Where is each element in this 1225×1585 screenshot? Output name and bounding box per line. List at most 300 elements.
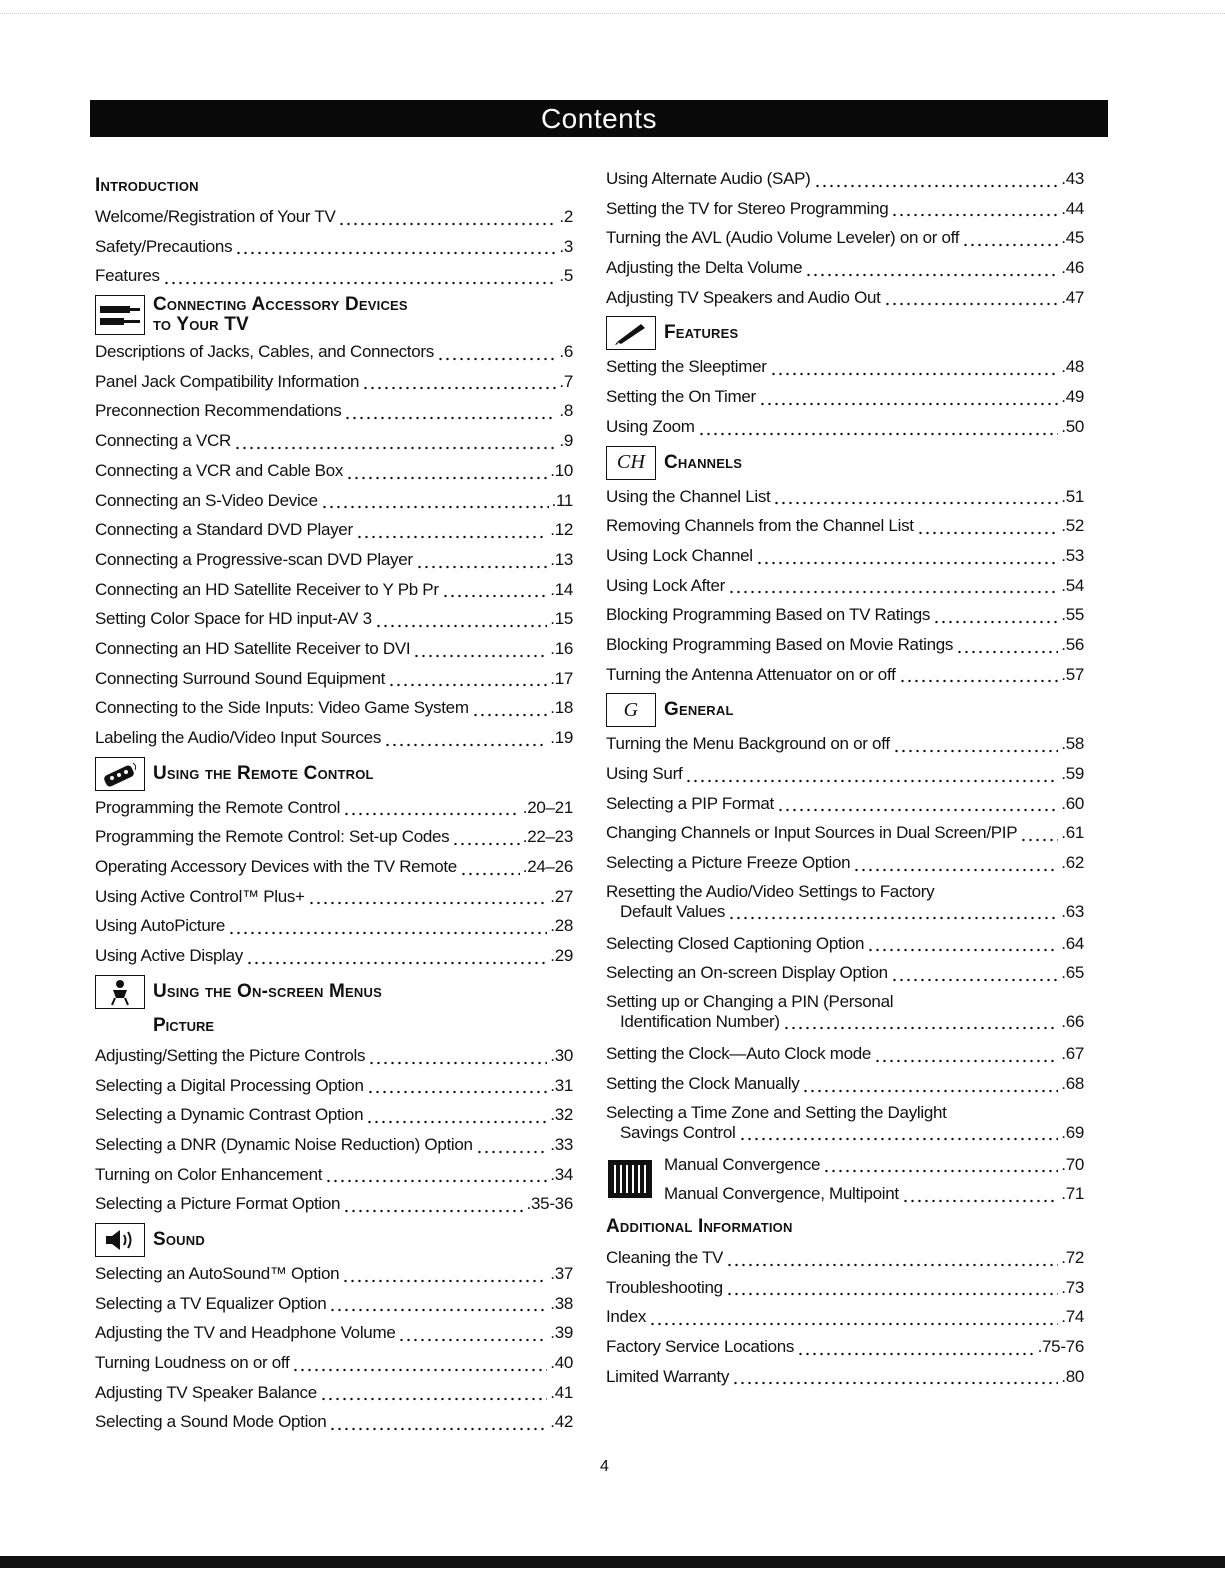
toc-entry[interactable] bbox=[606, 1332, 1084, 1362]
section-title: Features bbox=[664, 322, 739, 344]
section-title: Channels bbox=[664, 451, 743, 473]
entry-page: .41 bbox=[550, 1382, 573, 1402]
dot-leader bbox=[732, 1362, 1058, 1392]
entry-label: Troubleshooting bbox=[606, 1277, 723, 1297]
entry-label: Connecting an S-Video Device bbox=[95, 490, 318, 510]
toc-entry[interactable] bbox=[95, 1289, 573, 1319]
toc-entry[interactable] bbox=[95, 426, 573, 456]
entry-page: .64 bbox=[1061, 933, 1084, 953]
dot-leader bbox=[375, 604, 547, 634]
entry-label: Setting the TV for Stereo Programming bbox=[606, 198, 889, 218]
section-convergence bbox=[606, 1150, 1084, 1209]
entry-page: .72 bbox=[1061, 1247, 1084, 1267]
dot-leader bbox=[413, 634, 547, 664]
entry-label: Using Lock After bbox=[606, 575, 725, 595]
entry-page: .63 bbox=[1061, 901, 1084, 921]
dot-leader bbox=[228, 911, 547, 941]
dot-leader bbox=[853, 848, 1058, 878]
section-remote bbox=[95, 757, 573, 791]
entry-label: Selecting a PIP Format bbox=[606, 793, 774, 813]
entry-page: .11 bbox=[551, 490, 573, 510]
entry-page: .66 bbox=[1061, 1012, 1084, 1032]
entry-label: Panel Jack Compatibility Information bbox=[95, 371, 360, 391]
dot-leader bbox=[343, 793, 520, 823]
dot-leader bbox=[163, 261, 557, 291]
speaker-icon bbox=[95, 1223, 145, 1257]
dot-leader bbox=[384, 723, 547, 753]
entry-page: .29 bbox=[550, 946, 573, 966]
dot-leader bbox=[437, 337, 556, 367]
entry-label: Programming the Remote Control bbox=[95, 797, 341, 817]
dot-leader bbox=[320, 1378, 547, 1408]
toc-entry[interactable] bbox=[606, 511, 1084, 541]
entry-label: Resetting the Audio/Video Settings to Factory bbox=[606, 881, 935, 901]
section-additional-information bbox=[606, 1213, 1084, 1241]
entry-label: Cleaning the TV bbox=[606, 1247, 724, 1267]
toc-entry[interactable] bbox=[606, 878, 1084, 929]
dot-leader bbox=[728, 571, 1058, 601]
entry-page: .5 bbox=[559, 266, 573, 286]
entry-page: .52 bbox=[1061, 516, 1084, 536]
entry-page: .74 bbox=[1061, 1307, 1084, 1327]
toc-entry[interactable] bbox=[606, 818, 1084, 848]
toc-entry[interactable] bbox=[95, 1378, 573, 1408]
entry-label: Selecting a Picture Format Option bbox=[95, 1194, 341, 1214]
entry-label: Setting the Clock—Auto Clock mode bbox=[606, 1044, 872, 1064]
entry-page: .62 bbox=[1061, 853, 1084, 873]
entry-page: .14 bbox=[550, 579, 573, 599]
entry-label: Labeling the Audio/Video Input Sources bbox=[95, 728, 382, 747]
entry-page: .18 bbox=[550, 698, 573, 718]
dot-leader bbox=[1020, 818, 1058, 848]
entry-label: Blocking Programming Based on Movie Ratings bbox=[606, 634, 954, 654]
toc-entry[interactable] bbox=[95, 693, 573, 723]
section-title: Introduction bbox=[95, 175, 199, 196]
entry-page: .49 bbox=[1061, 387, 1084, 407]
toc-entry[interactable] bbox=[606, 1273, 1084, 1303]
left-column bbox=[95, 168, 573, 1437]
toc-entry[interactable] bbox=[606, 848, 1084, 878]
entry-label: Connecting a VCR bbox=[95, 431, 231, 451]
entry-label: Blocking Programming Based on TV Ratings bbox=[606, 605, 931, 625]
dot-leader bbox=[442, 575, 548, 605]
dot-leader bbox=[235, 232, 556, 262]
entry-label: Selecting a Time Zone and Setting the Daylight bbox=[606, 1102, 947, 1122]
dot-leader bbox=[893, 729, 1059, 759]
entry-label: Connecting an HD Satellite Receiver to Y Pb Pr bbox=[95, 579, 439, 599]
dot-leader bbox=[416, 545, 548, 575]
entry-page: .58 bbox=[1061, 734, 1084, 754]
section-title: Using the On-screen Menus bbox=[153, 980, 382, 1002]
toc-entry[interactable] bbox=[95, 261, 573, 291]
toc-entry[interactable] bbox=[606, 1069, 1084, 1099]
toc-entry[interactable] bbox=[95, 1041, 573, 1071]
toc-entry[interactable] bbox=[95, 367, 573, 397]
dot-leader bbox=[685, 759, 1058, 789]
entry-label: Selecting a Dynamic Contrast Option bbox=[95, 1105, 364, 1125]
entry-page: .68 bbox=[1061, 1073, 1084, 1093]
dot-leader bbox=[739, 1123, 1059, 1145]
entry-label: Operating Accessory Devices with the TV Remote bbox=[95, 857, 457, 877]
entry-page: .8 bbox=[559, 401, 573, 421]
dot-leader bbox=[805, 253, 1058, 283]
entry-page: .48 bbox=[1061, 357, 1084, 377]
entry-label: Selecting an On-screen Display Option bbox=[606, 963, 888, 983]
entry-page: .44 bbox=[1061, 198, 1084, 218]
scan-artifact bbox=[0, 0, 1225, 14]
entry-page: .20–21 bbox=[522, 797, 573, 817]
toc-entry[interactable] bbox=[95, 911, 573, 941]
dot-leader bbox=[802, 1069, 1058, 1099]
entry-page: .38 bbox=[550, 1293, 573, 1313]
entry-label: Selecting a Sound Mode Option bbox=[95, 1412, 327, 1432]
entry-label-cont: Identification Number) bbox=[620, 1012, 780, 1032]
entry-page: .6 bbox=[559, 342, 573, 362]
toc-entry[interactable] bbox=[95, 545, 573, 575]
entry-label: Using Alternate Audio (SAP) bbox=[606, 169, 811, 188]
section-sound bbox=[95, 1223, 573, 1257]
entry-page: .51 bbox=[1061, 486, 1084, 506]
toc-entry[interactable] bbox=[606, 412, 1084, 442]
dot-leader bbox=[814, 164, 1059, 194]
toc-entry[interactable] bbox=[95, 1348, 573, 1378]
entry-label: Connecting a Progressive-scan DVD Player bbox=[95, 549, 413, 569]
toc-entry[interactable] bbox=[95, 1318, 573, 1348]
toc-entry[interactable] bbox=[95, 1259, 573, 1289]
dot-leader bbox=[891, 958, 1058, 988]
toc-entry[interactable] bbox=[606, 929, 1084, 959]
entry-label: Connecting an HD Satellite Receiver to DVI bbox=[95, 638, 411, 658]
entry-label: Descriptions of Jacks, Cables, and Connectors bbox=[95, 342, 434, 362]
entry-label: Turning on Color Enhancement bbox=[95, 1164, 323, 1184]
entry-page: .67 bbox=[1061, 1044, 1084, 1064]
section-subtitle: to Your TV bbox=[153, 314, 249, 336]
entry-label: Using AutoPicture bbox=[95, 916, 226, 936]
entry-label: Connecting Surround Sound Equipment bbox=[95, 668, 386, 688]
toc-entry[interactable] bbox=[606, 1243, 1084, 1273]
toc-entry[interactable] bbox=[606, 600, 1084, 630]
entry-page: .7 bbox=[559, 371, 573, 391]
entry-label: Adjusting/Setting the Picture Controls bbox=[95, 1045, 366, 1065]
entry-label: Selecting a TV Equalizer Option bbox=[95, 1293, 327, 1313]
entry-label: Using Zoom bbox=[606, 416, 695, 436]
entry-page: .32 bbox=[550, 1105, 573, 1125]
entry-page: .9 bbox=[559, 431, 573, 451]
dot-leader bbox=[933, 600, 1058, 630]
general-icon: G bbox=[606, 693, 656, 727]
toc-entry[interactable] bbox=[606, 630, 1084, 660]
entry-label: Turning Loudness on or off bbox=[95, 1353, 290, 1372]
entry-page: .70 bbox=[1061, 1154, 1084, 1174]
entry-page: .22–23 bbox=[522, 827, 573, 847]
toc-entry[interactable] bbox=[606, 352, 1084, 382]
entry-label: Setting Color Space for HD input-AV 3 bbox=[95, 609, 372, 629]
entry-page: .47 bbox=[1061, 287, 1084, 307]
entry-label: Manual Convergence bbox=[664, 1154, 821, 1174]
entry-page: .13 bbox=[550, 549, 573, 569]
section-channels bbox=[606, 446, 1084, 480]
toc-entry[interactable] bbox=[95, 456, 573, 486]
toc-entry[interactable] bbox=[95, 337, 573, 367]
dot-leader bbox=[884, 283, 1059, 313]
toc-entry[interactable] bbox=[95, 486, 573, 516]
dot-leader bbox=[398, 1318, 547, 1348]
dot-leader bbox=[321, 486, 549, 516]
toc-entry[interactable] bbox=[95, 1100, 573, 1130]
entry-label: Safety/Precautions bbox=[95, 236, 233, 256]
toc-entry[interactable] bbox=[606, 988, 1084, 1039]
entry-page: .50 bbox=[1061, 416, 1084, 436]
entry-label: Adjusting the TV and Headphone Volume bbox=[95, 1323, 396, 1343]
entry-page: .39 bbox=[550, 1323, 573, 1343]
entry-label: Adjusting TV Speakers and Audio Out bbox=[606, 287, 881, 307]
dot-leader bbox=[770, 352, 1059, 382]
entry-page: .60 bbox=[1061, 793, 1084, 813]
toc-entry[interactable] bbox=[606, 482, 1084, 512]
toc-entry[interactable] bbox=[606, 660, 1084, 690]
section-general bbox=[606, 693, 1084, 727]
dot-leader bbox=[366, 1100, 547, 1130]
remote-control-icon bbox=[95, 757, 145, 791]
entry-page: .16 bbox=[550, 638, 573, 658]
dot-leader bbox=[962, 223, 1058, 253]
toc-entry[interactable] bbox=[606, 789, 1084, 819]
subsection-title: Picture bbox=[153, 1014, 215, 1036]
entry-label: Selecting a DNR (Dynamic Noise Reduction) Option bbox=[95, 1134, 473, 1154]
entry-page: .10 bbox=[550, 460, 573, 480]
entry-page: .31 bbox=[550, 1075, 573, 1095]
dot-leader bbox=[329, 1289, 547, 1319]
entry-label: Selecting a Picture Freeze Option bbox=[606, 853, 851, 873]
toc-entry[interactable] bbox=[95, 822, 573, 852]
entry-page: .54 bbox=[1061, 575, 1084, 595]
dot-leader bbox=[476, 1130, 548, 1160]
toc-entry[interactable] bbox=[606, 1302, 1084, 1332]
entry-label: Setting the Sleeptimer bbox=[606, 357, 767, 377]
entry-page: .24–26 bbox=[522, 857, 573, 877]
toc-entry[interactable] bbox=[95, 941, 573, 971]
dot-leader bbox=[346, 456, 547, 486]
toc-entry[interactable] bbox=[95, 202, 573, 232]
section-connecting bbox=[95, 295, 573, 335]
entry-label: Adjusting TV Speaker Balance bbox=[95, 1382, 317, 1402]
dot-leader bbox=[246, 941, 547, 971]
dot-leader bbox=[917, 511, 1059, 541]
entry-page: .17 bbox=[550, 668, 573, 688]
entry-page: .3 bbox=[559, 236, 573, 256]
entry-label: Setting the Clock Manually bbox=[606, 1073, 800, 1093]
dot-leader bbox=[343, 1189, 523, 1219]
entry-page: .56 bbox=[1061, 634, 1084, 654]
dot-leader bbox=[783, 1012, 1059, 1034]
toc-entry[interactable] bbox=[95, 232, 573, 262]
entry-label: Changing Channels or Input Sources in Dual Screen/PIP bbox=[606, 823, 1018, 843]
toc-entry[interactable] bbox=[606, 759, 1084, 789]
entry-page: .65 bbox=[1061, 963, 1084, 983]
page-number: 4 bbox=[600, 1458, 609, 1475]
dot-leader bbox=[823, 1150, 1058, 1180]
dot-leader bbox=[308, 882, 548, 912]
toc-entry[interactable] bbox=[95, 1407, 573, 1437]
dot-leader bbox=[726, 1243, 1058, 1273]
dot-leader bbox=[356, 515, 547, 545]
entry-label: Selecting an AutoSound™ Option bbox=[95, 1263, 340, 1283]
dot-leader bbox=[234, 426, 556, 456]
entry-page: .73 bbox=[1061, 1277, 1084, 1297]
entry-page: .53 bbox=[1061, 545, 1084, 565]
section-features bbox=[606, 316, 1084, 350]
page-title: Contents bbox=[90, 100, 1108, 137]
dot-leader bbox=[797, 1332, 1035, 1362]
entry-page: .19 bbox=[550, 728, 573, 747]
toc-entry[interactable] bbox=[95, 396, 573, 426]
dot-leader bbox=[460, 852, 520, 882]
section-title: Additional Information bbox=[606, 1215, 793, 1237]
entry-label: Connecting a VCR and Cable Box bbox=[95, 460, 344, 480]
entry-label: Setting up or Changing a PIN (Personal bbox=[606, 992, 894, 1012]
entry-label: Turning the Antenna Attenuator on or off bbox=[606, 664, 896, 684]
entry-label: Connecting a Standard DVD Player bbox=[95, 520, 353, 540]
dot-leader bbox=[759, 382, 1058, 412]
toc-entry[interactable] bbox=[95, 793, 573, 823]
entry-page: .30 bbox=[550, 1045, 573, 1065]
entry-page: .34 bbox=[550, 1164, 573, 1184]
toc-entry[interactable] bbox=[95, 634, 573, 664]
entry-page: .45 bbox=[1061, 228, 1084, 248]
toc-entry[interactable] bbox=[606, 382, 1084, 412]
toc-entry[interactable] bbox=[606, 729, 1084, 759]
entry-page: .59 bbox=[1061, 764, 1084, 783]
entry-page: .71 bbox=[1061, 1184, 1084, 1204]
entry-page: .55 bbox=[1061, 605, 1084, 625]
menu-figure-icon bbox=[95, 975, 145, 1009]
entry-label: Using Active Control™ Plus+ bbox=[95, 886, 305, 906]
entry-page: .69 bbox=[1061, 1122, 1084, 1142]
section-title: Connecting Accessory Devices bbox=[153, 294, 408, 316]
entry-label: Manual Convergence, Multipoint bbox=[664, 1184, 899, 1204]
dot-leader bbox=[899, 660, 1059, 690]
toc-entry[interactable] bbox=[95, 515, 573, 545]
entry-label: Selecting a Digital Processing Option bbox=[95, 1075, 364, 1095]
dot-leader bbox=[344, 396, 556, 426]
entry-page: .27 bbox=[550, 886, 573, 906]
toc-entry[interactable] bbox=[606, 253, 1084, 283]
toc-entry[interactable] bbox=[606, 223, 1084, 253]
toc-entry[interactable] bbox=[95, 604, 573, 634]
entry-label: Features bbox=[95, 266, 160, 286]
toc-entry[interactable] bbox=[95, 575, 573, 605]
dot-leader bbox=[698, 412, 1059, 442]
channels-icon: CH bbox=[606, 446, 656, 480]
entry-label: Programming the Remote Control: Set-up Codes bbox=[95, 827, 450, 847]
toc-entry[interactable] bbox=[606, 1099, 1084, 1150]
entry-label: Selecting Closed Captioning Option bbox=[606, 933, 865, 953]
entry-page: .46 bbox=[1061, 258, 1084, 278]
entry-page: .61 bbox=[1061, 823, 1084, 843]
entry-page: .57 bbox=[1061, 664, 1084, 684]
entry-page: .80 bbox=[1061, 1366, 1084, 1386]
toc-entry[interactable] bbox=[606, 164, 1084, 194]
toc-entry[interactable] bbox=[95, 1071, 573, 1101]
features-pen-icon bbox=[606, 316, 656, 350]
entry-page: .28 bbox=[550, 916, 573, 936]
scan-edge bbox=[0, 1556, 1225, 1568]
entry-label-cont: Savings Control bbox=[620, 1122, 736, 1142]
dot-leader bbox=[329, 1407, 547, 1437]
dot-leader bbox=[367, 1071, 548, 1101]
cable-connector-icon bbox=[95, 295, 145, 335]
toc-entry[interactable] bbox=[664, 1179, 1084, 1209]
toc-entry[interactable] bbox=[95, 723, 573, 753]
entry-label-cont: Default Values bbox=[620, 901, 726, 921]
dot-leader bbox=[368, 1041, 547, 1071]
toc-entry[interactable] bbox=[95, 882, 573, 912]
dot-leader bbox=[325, 1160, 547, 1190]
dot-leader bbox=[388, 664, 547, 694]
entry-label: Removing Channels from the Channel List bbox=[606, 516, 914, 536]
dot-leader bbox=[777, 789, 1058, 819]
entry-page: .75-76 bbox=[1037, 1336, 1084, 1356]
toc-entry[interactable] bbox=[95, 852, 573, 882]
toc-entry[interactable] bbox=[95, 1130, 573, 1160]
entry-label: Using Lock Channel bbox=[606, 545, 753, 565]
entry-label: Limited Warranty bbox=[606, 1366, 730, 1386]
entry-label: Turning the AVL (Audio Volume Leveler) on or off bbox=[606, 228, 960, 248]
toc-entry[interactable] bbox=[95, 664, 573, 694]
toc-entry[interactable] bbox=[606, 283, 1084, 313]
section-onscreen-menus bbox=[95, 975, 573, 1009]
dot-leader bbox=[891, 194, 1058, 224]
toc-entry[interactable] bbox=[95, 1160, 573, 1190]
toc-entry[interactable] bbox=[606, 541, 1084, 571]
section-title: Using the Remote Control bbox=[153, 762, 374, 784]
entry-page: .42 bbox=[550, 1412, 573, 1432]
entry-page: .37 bbox=[550, 1263, 573, 1283]
toc-entry[interactable] bbox=[664, 1150, 1084, 1180]
dot-leader bbox=[362, 367, 556, 397]
dot-leader bbox=[338, 202, 556, 232]
section-title: General bbox=[664, 699, 734, 721]
right-column bbox=[606, 164, 1084, 1391]
toc-entry[interactable] bbox=[606, 1039, 1084, 1069]
dot-leader bbox=[756, 541, 1059, 571]
dot-leader bbox=[472, 693, 548, 723]
entry-page: .40 bbox=[550, 1353, 573, 1372]
dot-leader bbox=[874, 1039, 1058, 1069]
entry-label: Turning the Menu Background on or off bbox=[606, 734, 890, 754]
toc-entry[interactable] bbox=[606, 1362, 1084, 1392]
dot-leader bbox=[867, 929, 1058, 959]
entry-label: Index bbox=[606, 1307, 647, 1327]
toc-entry[interactable] bbox=[606, 571, 1084, 601]
toc-entry[interactable] bbox=[95, 1189, 573, 1219]
entry-page: .33 bbox=[550, 1134, 573, 1154]
toc-entry[interactable] bbox=[606, 194, 1084, 224]
entry-label: Welcome/Registration of Your TV bbox=[95, 207, 336, 226]
entry-page: .2 bbox=[559, 207, 573, 226]
section-title: Sound bbox=[153, 1228, 205, 1250]
entry-label: Using Active Display bbox=[95, 946, 244, 966]
dot-leader bbox=[902, 1179, 1058, 1209]
dot-leader bbox=[292, 1348, 547, 1378]
toc-entry[interactable] bbox=[606, 958, 1084, 988]
convergence-grid-icon bbox=[606, 1155, 654, 1203]
dot-leader bbox=[773, 482, 1058, 512]
entry-page: .12 bbox=[550, 520, 573, 540]
section-introduction bbox=[95, 172, 573, 200]
dot-leader bbox=[728, 902, 1058, 924]
entry-label: Setting the On Timer bbox=[606, 387, 756, 407]
